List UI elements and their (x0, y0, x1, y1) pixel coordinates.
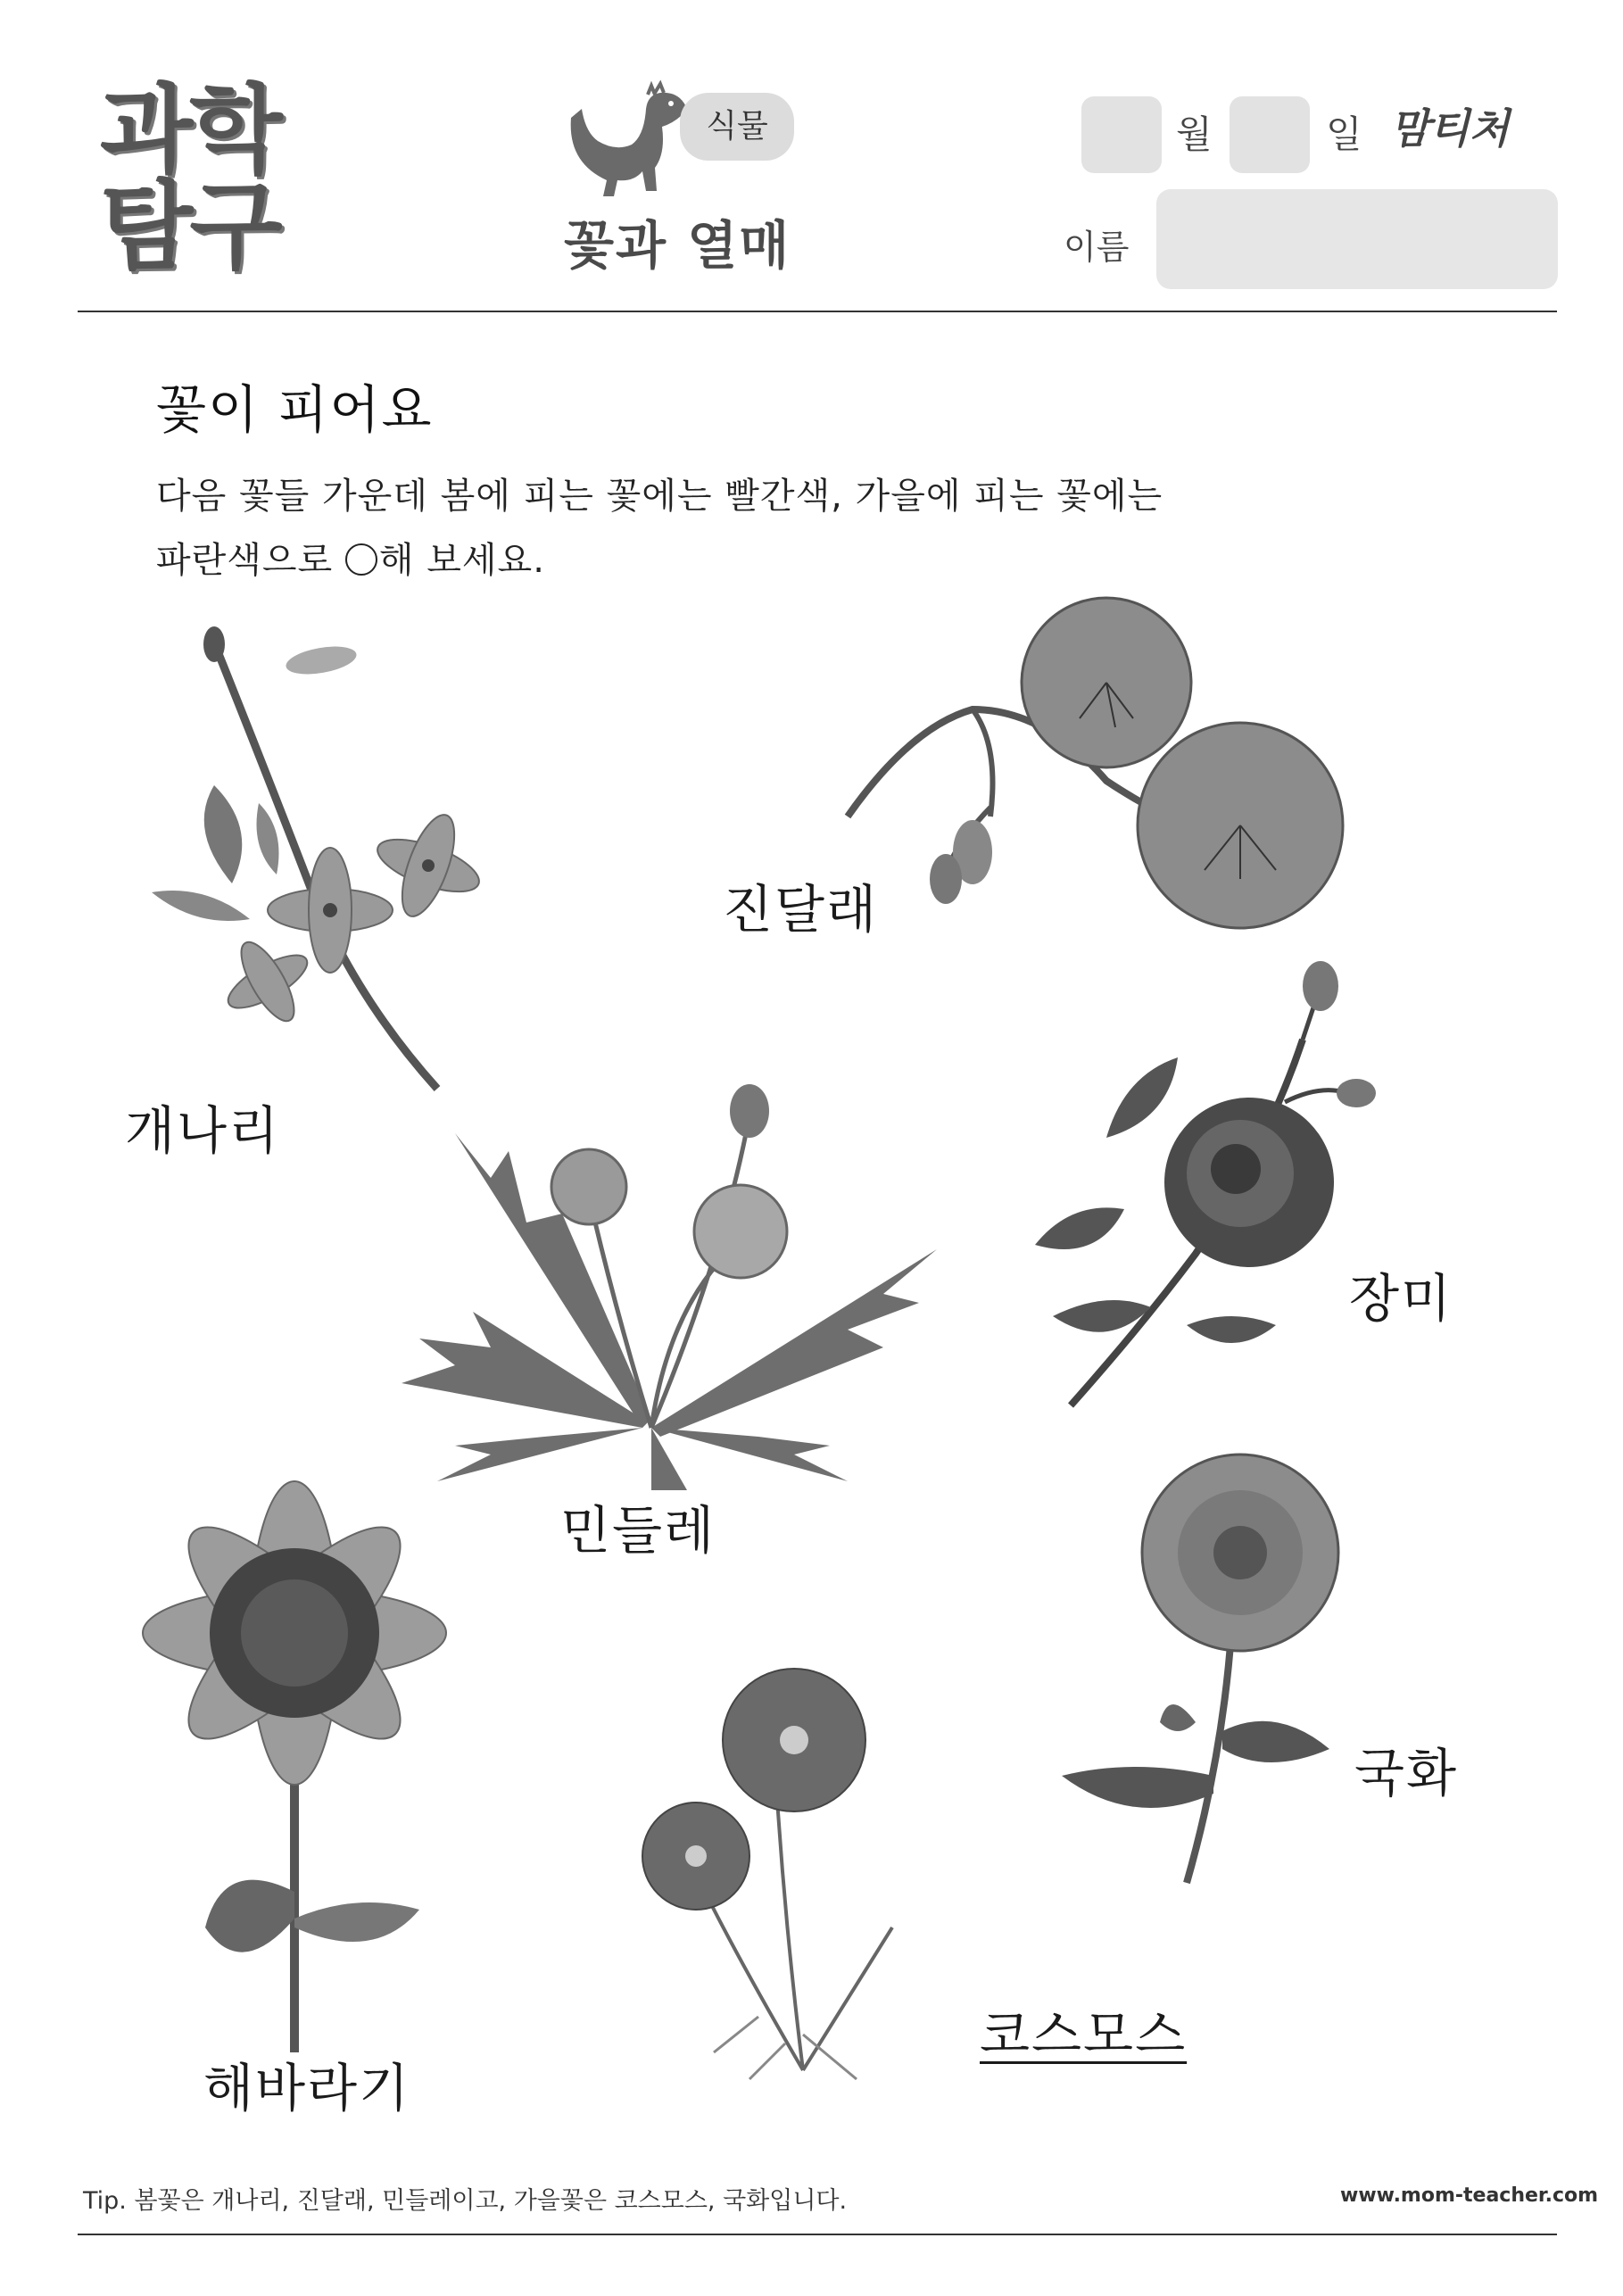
instruction-text-after-circle: 해 보세요. (378, 540, 545, 581)
dandelion-illustration (384, 1080, 955, 1490)
tip-text: Tip. 봄꽃은 개나리, 진달래, 민들레이고, 가을꽃은 코스모스, 국화입니다. (83, 2187, 848, 2215)
flower-label-forsythia: 개나리 (125, 1100, 281, 1161)
sunflower-illustration (125, 1499, 464, 2052)
month-input[interactable] (1081, 96, 1162, 173)
rose-illustration (1017, 968, 1392, 1414)
flower-label-sunflower: 해바라기 (203, 2058, 411, 2118)
flower-label-chrysanthemum: 국화 (1354, 1743, 1459, 1803)
section-title: 꽃이 피어요 (156, 379, 434, 440)
azalea-illustration (839, 584, 1356, 941)
logo-title-line1: 과학 (100, 75, 279, 186)
flower-label-azalea: 진달래 (723, 879, 879, 940)
brand-logo: 맘티처 (1390, 104, 1510, 153)
month-label: 월 (1176, 112, 1213, 156)
cosmos-illustration (625, 1660, 964, 2088)
flower-label-cosmos: 코스모스 (980, 2004, 1188, 2065)
instruction-line-2 (156, 532, 545, 583)
footer-divider (78, 2234, 1557, 2235)
forsythia-illustration (134, 625, 562, 1098)
flower-label-rose: 장미 (1349, 1268, 1453, 1329)
dinosaur-icon (562, 82, 696, 198)
day-label: 일 (1326, 112, 1362, 156)
chrysanthemum-illustration (1044, 1455, 1419, 1892)
name-input[interactable] (1156, 189, 1558, 289)
worksheet-topic: 꽃과 열매 (564, 215, 791, 276)
name-label: 이름 (1064, 228, 1130, 267)
circle-symbol-icon (345, 543, 377, 576)
website-url: www.mom-teacher.com (1340, 2184, 1599, 2207)
day-input[interactable] (1230, 96, 1310, 173)
instruction-line-1: 다음 꽃들 가운데 봄에 피는 꽃에는 빨간색, 가을에 피는 꽃에는 (156, 476, 1163, 517)
flower-label-dandelion: 민들레 (560, 1500, 716, 1561)
header-divider (78, 311, 1557, 312)
subject-badge: 식물 (680, 93, 794, 161)
logo-title-line2: 탐구 (100, 171, 279, 283)
instruction-text-before-circle: 파란색으로 (156, 540, 345, 581)
